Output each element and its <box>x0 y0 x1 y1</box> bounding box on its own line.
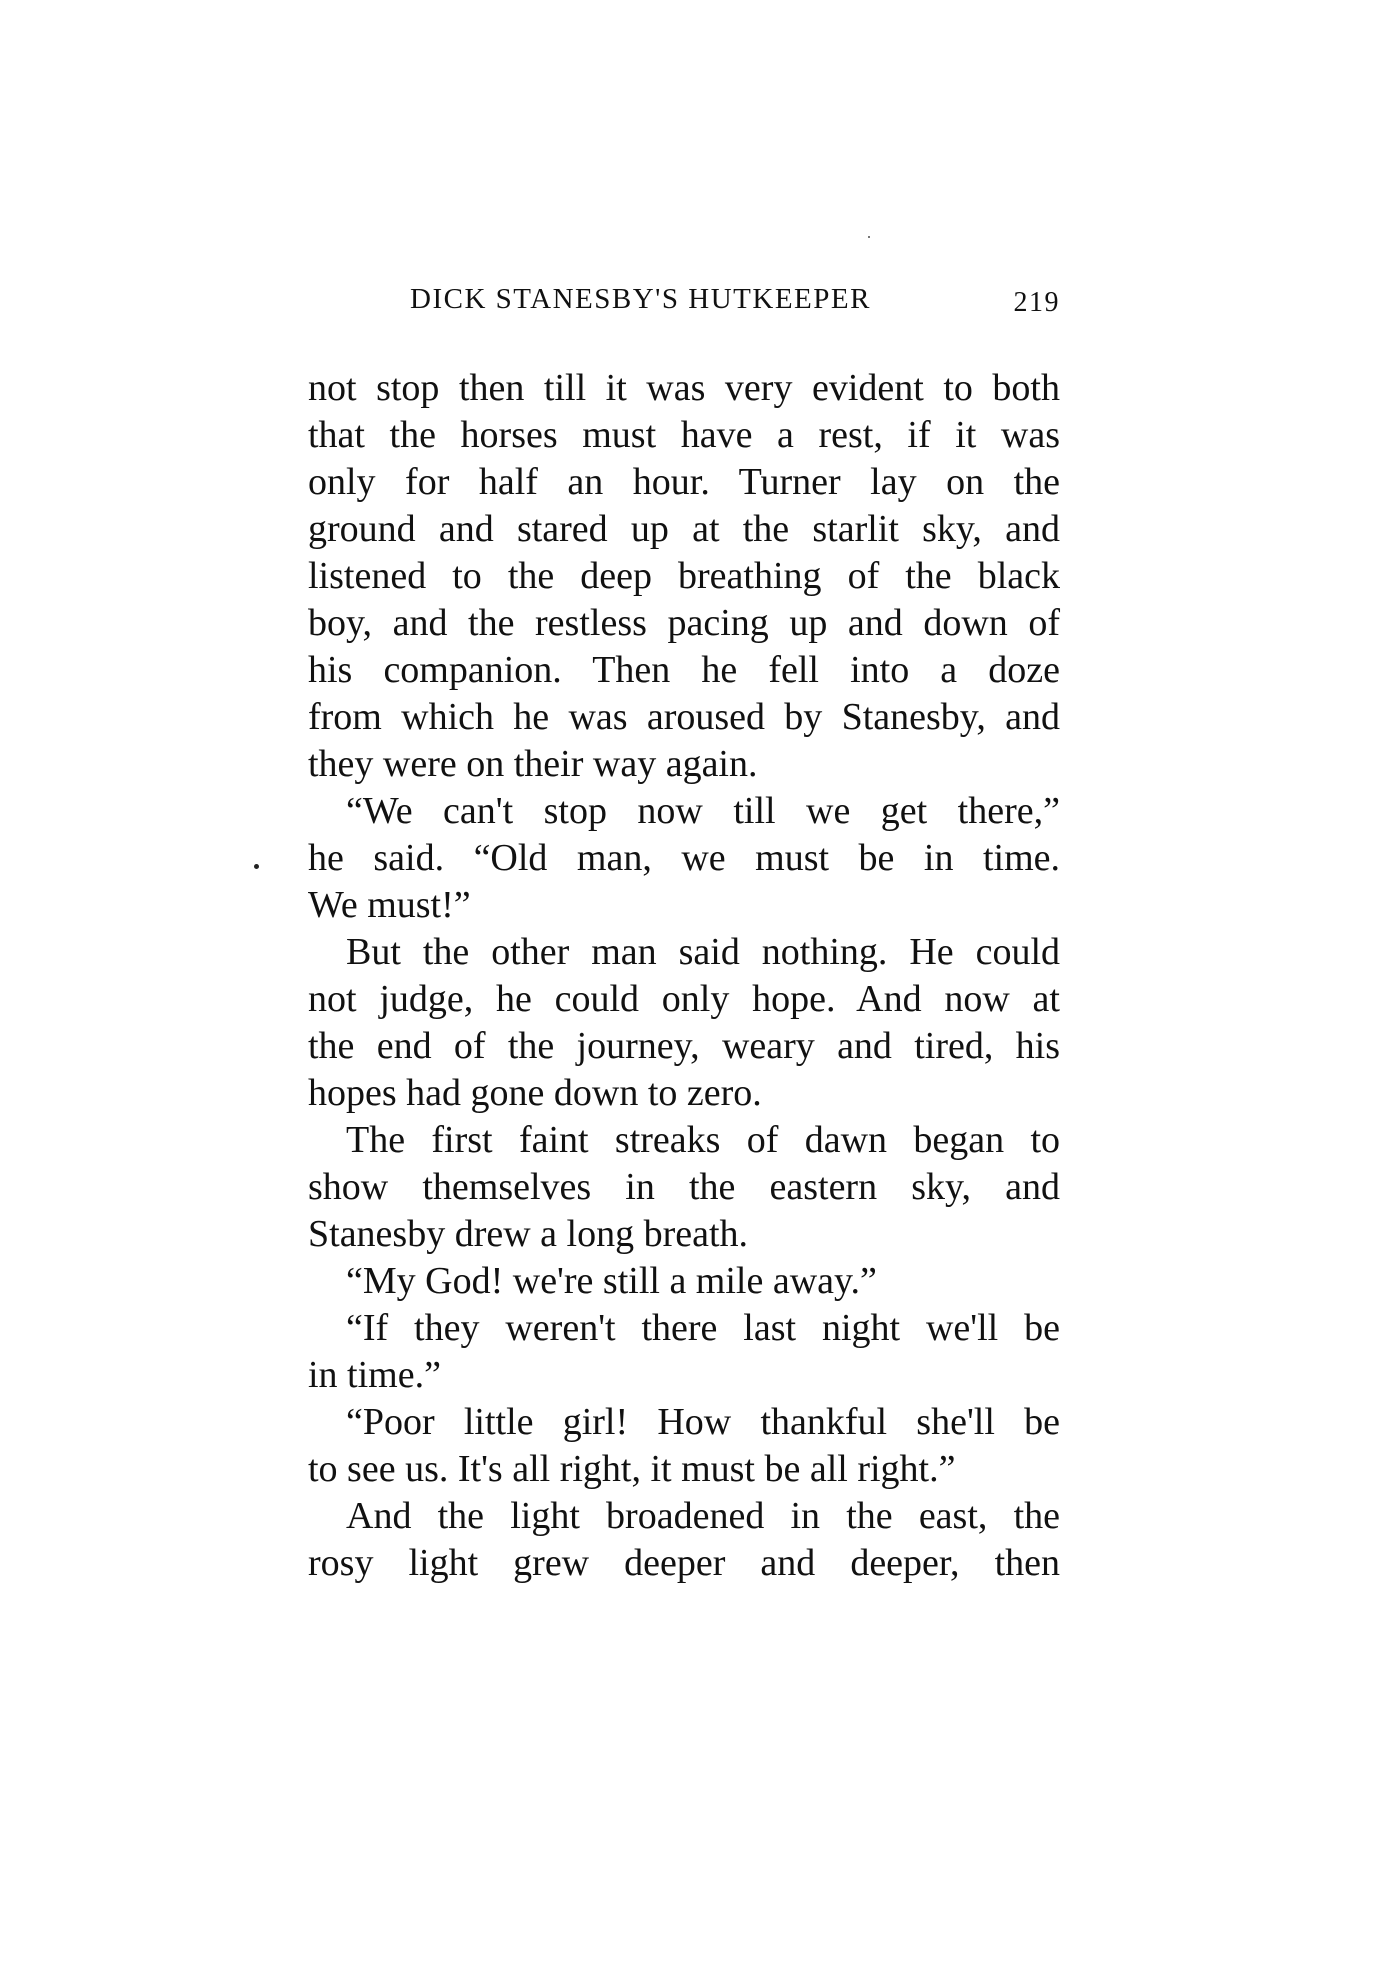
paragraph <box>308 1258 1060 1305</box>
text-line: the end of the journey, weary and tired, his <box>308 1025 1060 1067</box>
text-line: But the other man said nothing. He could <box>346 931 1060 973</box>
paragraph <box>308 788 1060 929</box>
text-line: Stanesby drew a long breath. <box>308 1213 749 1255</box>
text-line: rosy light grew deeper and deeper, then <box>308 1542 1060 1584</box>
paragraph <box>308 365 1060 788</box>
text-line: only for half an hour. Turner lay on the <box>308 461 1060 503</box>
text-line: show themselves in the eastern sky, and <box>308 1166 1060 1208</box>
text-line: from which he was aroused by Stanesby, and <box>308 696 1060 738</box>
page-number: 219 <box>1013 287 1060 318</box>
paragraph <box>308 1399 1060 1493</box>
text-line: The first faint streaks of dawn began to <box>346 1119 1060 1161</box>
text-line: “We can't stop now till we get there,” <box>346 790 1060 832</box>
text-line: to see us. It's all right, it must be all right.” <box>308 1448 956 1490</box>
text-line: “If they weren't there last night we'll be <box>346 1307 1060 1349</box>
running-title: DICK STANESBY'S HUTKEEPER <box>410 283 871 315</box>
paragraph <box>308 929 1060 1117</box>
text-line: “My God! we're still a mile away.” <box>346 1260 877 1302</box>
paragraph <box>308 1305 1060 1399</box>
text-line: listened to the deep breathing of the black <box>308 555 1060 597</box>
paragraph <box>308 1493 1060 1587</box>
text-line: We must!” <box>308 884 471 926</box>
text-line: ground and stared up at the starlit sky, and <box>308 508 1060 550</box>
text-line: not stop then till it was very evident to both <box>308 367 1060 409</box>
text-line: boy, and the restless pacing up and down of <box>308 602 1060 644</box>
paper-speck <box>868 236 870 238</box>
text-line: they were on their way again. <box>308 743 758 785</box>
text-line: “Poor little girl! How thankful she'll be <box>346 1401 1060 1443</box>
text-line: in time.” <box>308 1354 441 1396</box>
running-head <box>410 283 1060 327</box>
text-line: hopes had gone down to zero. <box>308 1072 762 1114</box>
paragraph <box>308 1117 1060 1258</box>
text-line: his companion. Then he fell into a doze <box>308 649 1060 691</box>
text-line: not judge, he could only hope. And now at <box>308 978 1060 1020</box>
body-text <box>308 365 1060 1587</box>
text-line: And the light broadened in the east, the <box>346 1495 1060 1537</box>
text-line: he said. “Old man, we must be in time. <box>308 837 1060 879</box>
text-line: that the horses must have a rest, if it was <box>308 414 1060 456</box>
margin-dot <box>254 864 259 869</box>
